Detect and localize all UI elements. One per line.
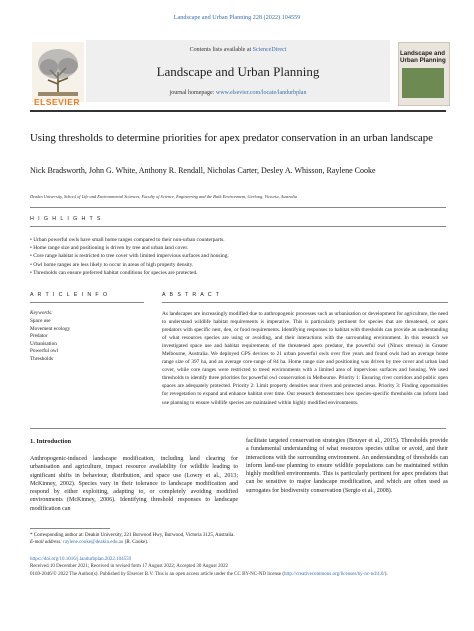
author-list: Nick Bradsworth, John G. White, Anthony R. Rendall, Nicholas Carter, Desley A. Whisson, Raylene Cooke xyxy=(30,166,376,175)
email-link[interactable]: raylene.cooke@deakin.edu.au xyxy=(63,540,124,545)
elsevier-tree-logo xyxy=(32,42,84,102)
keywords-label: Keywords: xyxy=(30,310,53,316)
highlight-item: • Home range size and positioning is driven by tree and urban land cover. xyxy=(30,245,189,252)
email-line: E-mail address: raylene.cooke@deakin.edu.au (R. Cooke). xyxy=(30,540,149,545)
journal-homepage: journal homepage: www.elsevier.com/locate/landurbplan xyxy=(169,90,307,96)
highlight-item: • Thresholds can ensure preferred habitat conditions for species are protected. xyxy=(30,269,198,276)
keyword: Thresholds xyxy=(30,355,54,362)
journal-cover-image xyxy=(402,68,444,98)
header-divider xyxy=(30,110,446,112)
keywords-list xyxy=(30,318,140,364)
highlight-item: • Owl home ranges are less likely to occur in areas of high property density. xyxy=(30,261,194,268)
sciencedirect-link[interactable]: ScienceDirect xyxy=(252,47,287,53)
publication-info xyxy=(30,556,446,578)
highlights-divider xyxy=(30,226,446,227)
introduction-heading: 1. Introduction xyxy=(30,438,72,445)
license-line: 0169-2046/© 2022 The Author(s). Published by Elsevier B.V. This is an open access article under the CC BY-NC-ND license (http://creativecommons.org/licenses/by-nc-nd/4.0/). xyxy=(30,571,388,577)
keyword: Space use xyxy=(30,318,51,324)
keyword: Urbanisation xyxy=(30,340,57,347)
highlights-label: H I G H L I G H T S xyxy=(30,216,102,222)
highlight-item: • Urban powerful owls have small home ranges compared to their non-urban counterparts. xyxy=(30,237,225,243)
contents-line: Contents lists available at ScienceDirect xyxy=(189,47,287,53)
keyword: Movement ecology xyxy=(30,325,71,332)
intro-left-column: Anthropogenic-induced landscape modification, including land clearing for urbanisation and agriculture, impact resource availability for wildlife leading to significant shifts in behaviour, distribution, and space use (Lowry et al., 2013; McKinney, 2002). Species vary in their tolerance to landscape modification and respond by either exploiting, adapting to, or completely avoiding modified environments (McKinney, 2006). Identifying threshold responses to landscape modification can xyxy=(30,456,238,512)
abstract-end-divider xyxy=(30,428,446,429)
keyword: Powerful owl xyxy=(30,348,59,355)
homepage-link[interactable]: www.elsevier.com/locate/landurbplan xyxy=(215,90,307,96)
publisher-wordmark: ELSEVIER xyxy=(33,97,81,107)
article-dates: Received 10 December 2021; Received in revised form 17 August 2022; Accepted 30 August 2022 xyxy=(30,564,229,570)
doi-link[interactable]: https://doi.org/10.1016/j.landurbplan.2022.104559 xyxy=(30,557,132,562)
corresponding-author: * Corresponding author at: Deakin University, 221 Burwood Hwy, Burwood, Victoria 3125, Australia. xyxy=(30,533,235,538)
journal-reference[interactable]: Landscape and Urban Planning 228 (2022) 104559 xyxy=(173,14,301,21)
highlights-list xyxy=(30,236,446,277)
abstract-divider xyxy=(162,302,448,303)
license-link[interactable]: http://creativecommons.org/licenses/by-nc-nd/4.0/ xyxy=(284,571,385,577)
journal-cover-title: Landscape and Urban Planning xyxy=(400,50,446,65)
corresponding-author-footnote xyxy=(30,532,446,546)
article-info-label: A R T I C L E I N F O xyxy=(30,292,109,298)
abstract-text: As landscapes are increasingly modified due to anthropogenic processes such as urbanisation or development for agriculture, the need to understand wildlife habitat requirements is imperative. This is particularly pertinent for species that are threatened, or apex predators with specific nest, den, or food requirements. Identifying responses to habitat with thresholds can provide an understanding of what resources species are using or avoiding, and their interactions with the surrounding environment. In this research we investigated space use and habitat requirements of the threatened apex predator, the powerful owl (Ninox strenua) in Greater Melbourne, Australia. We deployed GPS devices to 21 urban powerful owls over five years and found owls had an average home range size of 397 ha, and an average core-range of 84 ha. Home range size and positioning was driven by tree cover and urban land cover, while core ranges were restricted to treed environments with a limited area of impervious surfaces and housing. We used thresholds to identify three priorities for powerful owl conservation in Melbourne. Priority 1: Ensuring river corridors and public open spaces are adequately protected. Priority 2: Limit property densities near rivers and protected areas. Priority 3: Finding opportunities for revegetation to expand and enhance habitat over time. Our research demonstrates how species-specific thresholds can inform land use planning to ensure wildlife species are maintained within highly modified environments. xyxy=(162,311,448,406)
intro-right-column: facilitate targeted conservation strategies (Bouyer et al., 2015). Thresholds provide a fundamental understanding of what resources species utilise or avoid, and their interactions with the surrounding environment. An understanding of thresholds can inform land-use planning to ensure wildlife populations can be maintained within highly modified environments. This is particularly pertinent for apex predators that can be sensitive to major landscape modification, and which are often used as surrogates for biodiversity conservation (Sergio et al., 2008). xyxy=(246,438,448,494)
article-info-divider xyxy=(30,302,144,303)
affiliation-divider xyxy=(30,207,446,208)
affiliation: Deakin University, School of Life and Environmental Sciences, Faculty of Science, Engineering and the Built Environment, Geelong, Victoria, Australia xyxy=(30,194,298,199)
highlight-item: • Core range habitat is restricted to tree cover with limited impervious surfaces and housing. xyxy=(30,253,229,260)
journal-title: Landscape and Urban Planning xyxy=(156,64,320,79)
footnote-divider xyxy=(30,528,110,529)
abstract-label: A B S T R A C T xyxy=(162,292,221,298)
article-title: Using thresholds to determine priorities for apex predator conservation in an urban landscape xyxy=(30,132,433,144)
keyword: Predator xyxy=(30,333,48,340)
